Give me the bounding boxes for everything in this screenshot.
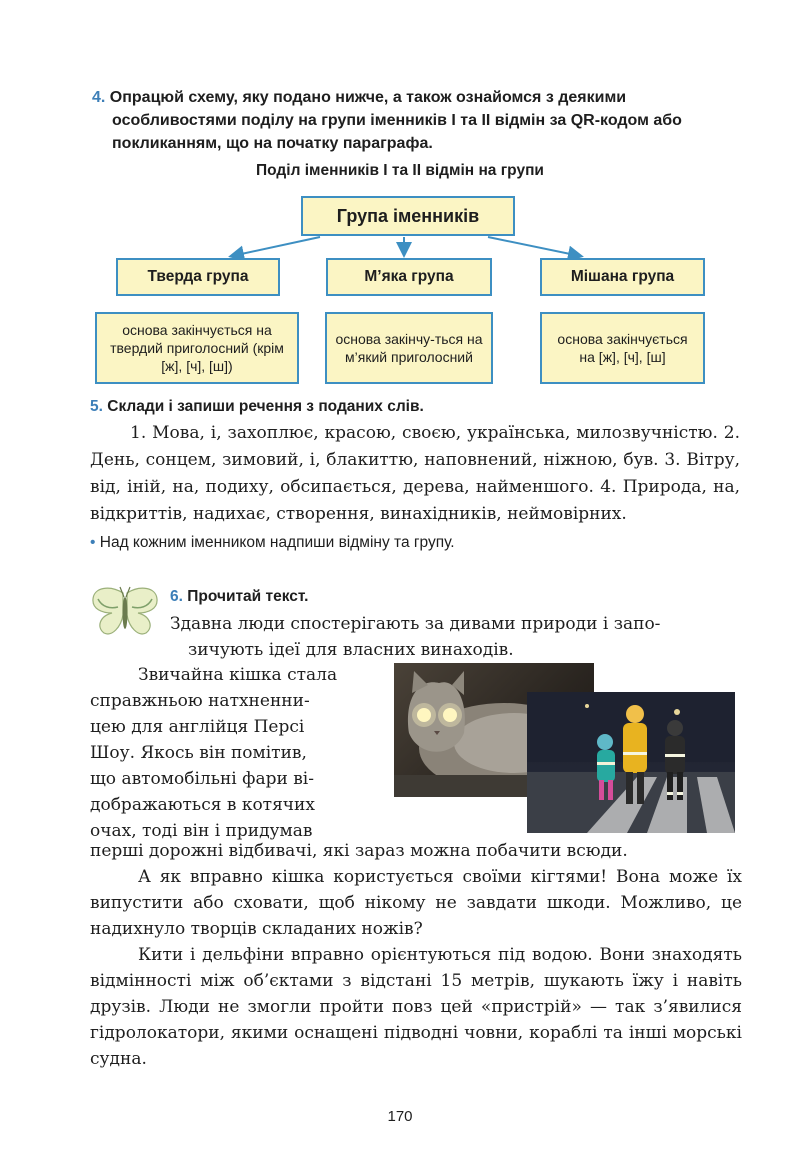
column-line: Шоу. Якось він помітив, xyxy=(90,743,307,763)
children-reflectors-photo xyxy=(527,692,735,833)
mixed-group-box: Мішана група xyxy=(540,258,705,296)
column-line: цею для англійця Персі xyxy=(90,717,305,737)
exercise-4-text: Опрацюй схему, яку подано нижче, а також ознайомся з деякими особливостями поділу на групи іменників І та ІІ відмін за QR-кодом або покликанням, що на початку параграфа. xyxy=(109,89,682,152)
butterfly-icon xyxy=(90,585,160,637)
arrow-to-mixed-group xyxy=(488,237,580,256)
paragraph: Кити і дельфіни вправно орієнтуються під водою. Вони знаходять відмінності між об’єктами з відстані 15 метрів, шукають їжу і навіть друзів. Люди не змогли пройти повз цей «пристрій» — так з’явилися гідролокатори, якими оснащені підводні човни, кораблі та інші морські судна. xyxy=(90,945,742,1069)
bullet-icon: • xyxy=(90,534,96,551)
mixed-group-description: основа закінчується на [ж], [ч], [ш] xyxy=(540,312,705,384)
column-line: очах, тоді він і придумав xyxy=(90,821,313,841)
soft-group-box: М’яка група xyxy=(326,258,492,296)
exercise-6-number: 6. xyxy=(170,588,183,605)
diagram-title: Поділ іменників І та ІІ відмін на групи xyxy=(256,162,544,179)
exercise-5 xyxy=(90,397,740,552)
text-column xyxy=(90,662,370,844)
column-line: дображаються в котячих xyxy=(90,795,315,815)
paragraph: А як вправно кішка користується своїми кігтями! Вона може їх випустити або сховати, щоб нікому не завдати шкоди. Можливо, це надихнуло творців складаних ножів? xyxy=(90,867,742,939)
column-line: Звичайна кішка стала xyxy=(138,665,338,685)
intro-line: зичують ідеї для власних винаходів. xyxy=(188,640,514,660)
exercise-5-task: Над кожним іменником надпиши відміну та групу. xyxy=(99,534,455,551)
exercise-6-text xyxy=(90,838,742,1072)
exercise-6-intro xyxy=(170,611,740,663)
exercise-5-title: Склади і запиши речення з поданих слів. xyxy=(107,398,424,415)
column-line: що автомобільні фари ві- xyxy=(90,769,314,789)
continuation-line: перші дорожні відбивачі, які зараз можна побачити всюди. xyxy=(90,841,628,861)
column-line: справжньою натхненни- xyxy=(90,691,310,711)
exercise-5-text: 1. Мова, і, захоплює, красою, своєю, українська, милозвучністю. 2. День, сонцем, зимовий, і, блакиттю, наповнений, ніжною, був. 3. Вітру, від, іній, на, подиху, обсипається, дерева, найменшого. 4. Природа, на, відкриттів, надихає, створення, винахідників, неймовірних. xyxy=(90,423,740,524)
intro-line: Здавна люди спостерігають за дивами природи і запо- xyxy=(170,614,661,634)
page-number: 170 xyxy=(387,1108,413,1125)
soft-group-description: основа закінчу-ться на м’який приголосний xyxy=(325,312,493,384)
exercise-5-number: 5. xyxy=(90,398,103,415)
hard-group-box: Тверда група xyxy=(116,258,280,296)
diagram-root-box: Група іменників xyxy=(301,196,515,236)
hard-group-description: основа закінчується на твердий приголосний (крім [ж], [ч], [ш]) xyxy=(95,312,299,384)
arrow-to-hard-group xyxy=(232,237,320,256)
exercise-4-number: 4. xyxy=(92,89,106,106)
exercise-6-title: Прочитай текст. xyxy=(187,588,309,605)
